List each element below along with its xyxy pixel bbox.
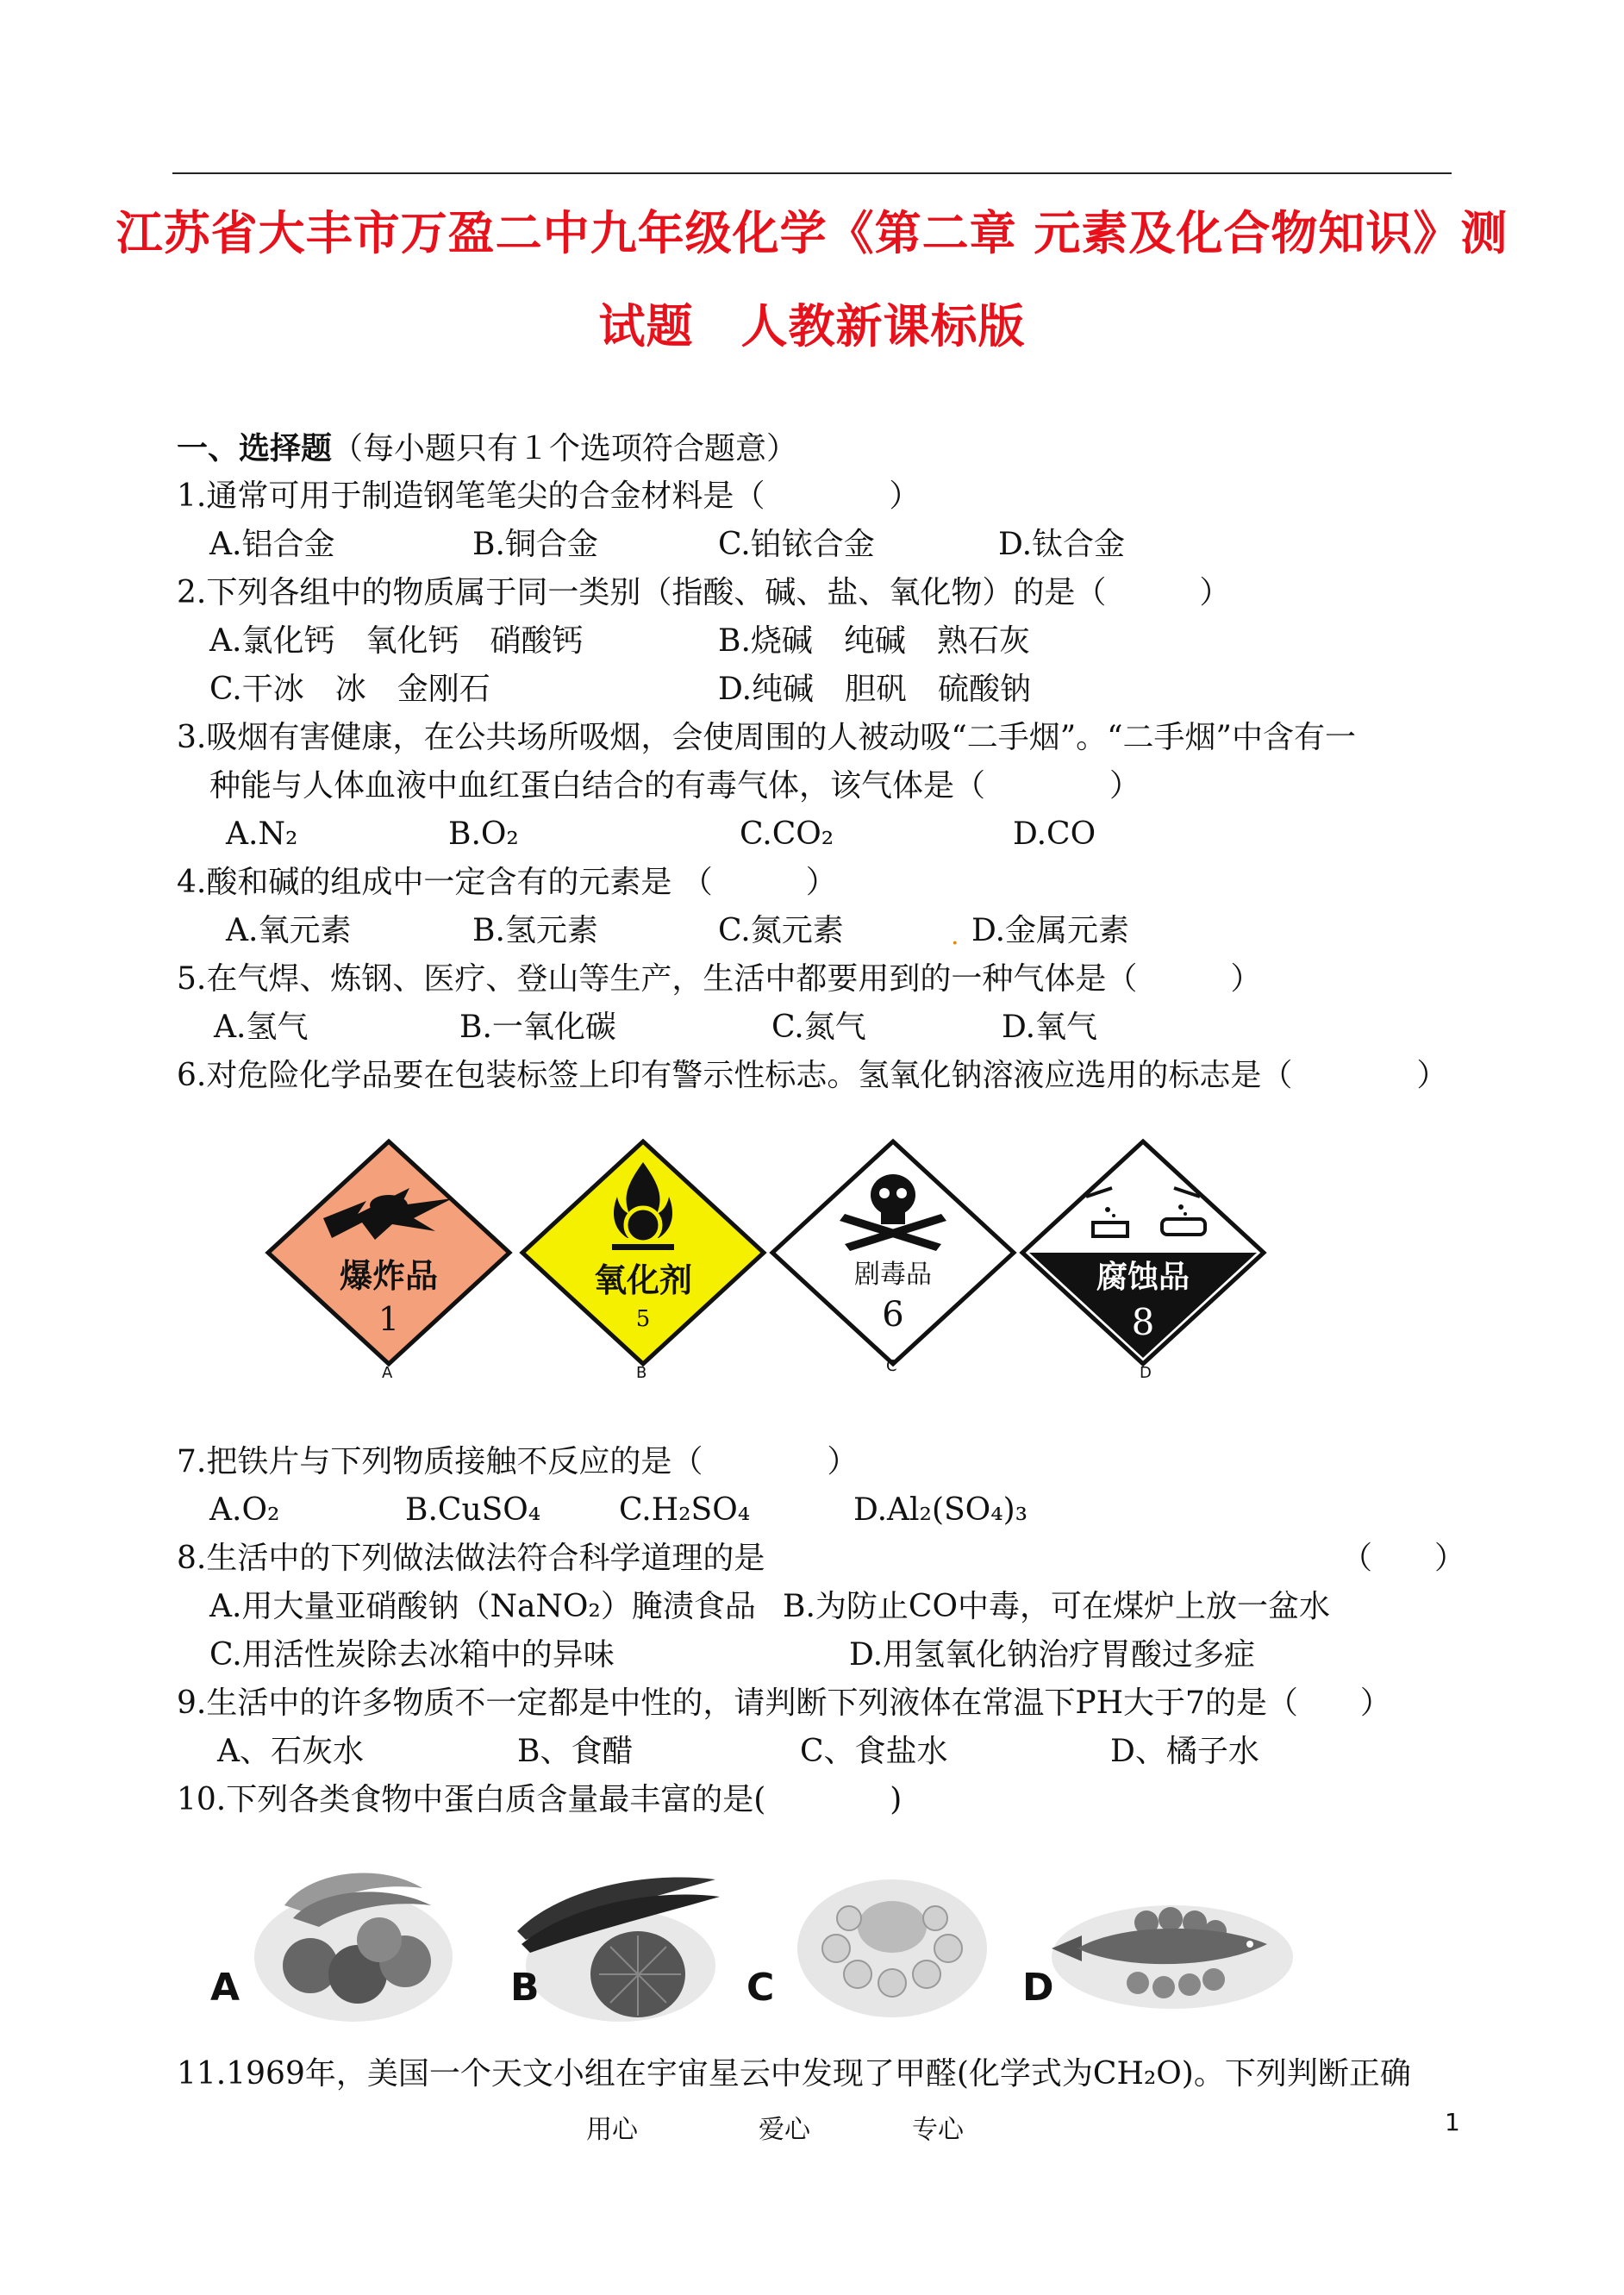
doc-title-line2: 试题 人教新课标版 [598,298,1026,353]
q9-option-b: B、食醋 [517,1734,634,1769]
q4-option-c: C.氮元素 [718,913,844,948]
oxidizer-sign-icon [517,1136,769,1369]
header-rule [172,172,1452,174]
q7-option-c: C.H₂SO₄ [619,1492,751,1528]
q3-option-c: C.CO₂ [740,816,834,852]
q2-option-b: B.烧碱 纯碱 熟石灰 [718,623,1030,659]
q1-option-d: D.钛合金 [998,527,1126,562]
q8-option-b: B.为防止CO中毒，可在煤炉上放一盆水 [783,1589,1330,1624]
question-2: 2.下列各组中的物质属于同一类别（指酸、碱、盐、氧化物）的是（ ） [177,575,1231,610]
q1-option-a: A.铝合金 [209,527,335,562]
toxic-sign-text: 剧毒品 [854,1260,932,1290]
explosive-sign-icon [263,1136,515,1369]
q7-option-b: B.CuSO₄ [405,1492,541,1528]
q3-option-b: B.O₂ [448,816,519,852]
q5-option-b: B.一氧化碳 [459,1010,616,1045]
food-label-b: B [510,1966,540,2010]
q8-option-d: D.用氢氧化钠治疗胃酸过多症 [849,1637,1256,1673]
oxidizer-sign-text: 氧化剂 [593,1261,693,1299]
q5-option-c: C.氮气 [771,1010,866,1045]
q3-option-d: D.CO [1013,816,1096,852]
q2-option-a: A.氯化钙 氧化钙 硝酸钙 [209,623,584,659]
q8-option-a: A.用大量亚硝酸钠（NaNO₂）腌渍食品 [209,1589,756,1624]
oxidizer-sign-number: 5 [635,1306,651,1332]
doc-title-line1: 江苏省大丰市万盈二中九年级化学《第二章 元素及化合物知识》测 [116,205,1508,260]
q2-option-d: D.纯碱 胆矾 硫酸钠 [718,672,1032,707]
grain-plate-icon [789,1854,996,2026]
sign-label-a: A [382,1364,393,1382]
food-label-a: A [210,1966,240,2010]
fruit-plate-icon [250,1854,457,2026]
question-4: 4.酸和碱的组成中一定含有的元素是 （ ） [177,865,837,900]
corrosive-sign-icon [1017,1136,1269,1369]
toxic-sign-number: 6 [882,1295,904,1335]
q7-option-d: D.Al₂(SO₄)₃ [853,1492,1028,1528]
q1-option-c: C.铂铱合金 [718,527,875,562]
question-11: 11.1969年，美国一个天文小组在宇宙星云中发现了甲醛(化学式为CH₂O)。下列判断正确 [177,2056,1411,2092]
corrosive-sign-number: 8 [1131,1301,1155,1343]
q9-option-d: D、橘子水 [1110,1734,1259,1769]
explosive-sign-text: 爆炸品 [339,1257,439,1295]
vegetable-plate-icon [509,1854,733,2026]
q4-option-b: B.氢元素 [472,913,598,948]
q8-option-c: C.用活性炭除去冰箱中的异味 [209,1637,615,1673]
explosive-sign-number: 1 [378,1300,400,1338]
q9-option-a: A、石灰水 [217,1734,364,1769]
question-5: 5.在气焊、炼钢、医疗、登山等生产，生活中都要用到的一种气体是（ ） [177,961,1262,997]
q7-option-a: A.O₂ [209,1492,280,1528]
food-label-c: C [746,1966,775,2010]
footer-left: 用心 [586,2115,638,2145]
section-heading [177,428,797,470]
sign-label-b: B [636,1364,647,1382]
corrosive-sign-text: 腐蚀品 [1096,1260,1190,1295]
question-3: 3.吸烟有害健康，在公共场所吸烟，会使周围的人被动吸“二手烟”。“二手烟”中含有一 [177,720,1356,755]
footer-right: 专心 [912,2115,964,2145]
q4-option-d: D.金属元素 [971,913,1130,948]
q1-option-b: B.铜合金 [472,527,598,562]
q9-option-c: C、食盐水 [800,1734,948,1769]
section-note: （每小题只有１个选项符合题意） [332,431,798,466]
section-title: 一、选择题 [177,430,333,466]
question-1: 1.通常可用于制造钢笔笔尖的合金材料是（ ） [177,478,921,514]
sign-label-c: C [886,1357,897,1375]
question-8: 8.生活中的下列做法做法符合科学道理的是 [177,1541,765,1576]
toxic-sign-icon [767,1136,1019,1369]
q3-option-a: A.N₂ [226,816,298,852]
q5-option-a: A.氢气 [214,1010,309,1045]
question-6: 6.对危险化学品要在包装标签上印有警示性标志。氢氧化钠溶液应选用的标志是（ ） [177,1058,1448,1093]
sign-label-d: D [1140,1364,1152,1382]
q2-option-c: C.干冰 冰 金刚石 [209,672,490,707]
footer-mid: 爱心 [759,2115,810,2145]
question-9: 9.生活中的许多物质不一定都是中性的，请判断下列液体在常温下PH大于7的是（ ） [177,1685,1391,1721]
q4-option-a: A.氧元素 [226,913,352,948]
question-10: 10.下列各类食物中蛋白质含量最丰富的是( ) [177,1782,903,1817]
page-number: 1 [1445,2108,1460,2136]
question-3-cont: 种能与人体血液中血红蛋白结合的有毒气体，该气体是（ ） [209,768,1141,804]
fish-plate-icon [1043,1854,1302,2026]
food-label-d: D [1022,1966,1054,2010]
question-7: 7.把铁片与下列物质接触不反应的是（ ） [177,1444,859,1479]
q8-answer-paren: （ ） [1341,1541,1466,1576]
stray-dot: . [951,921,959,951]
q5-option-d: D.氧气 [1002,1010,1098,1045]
